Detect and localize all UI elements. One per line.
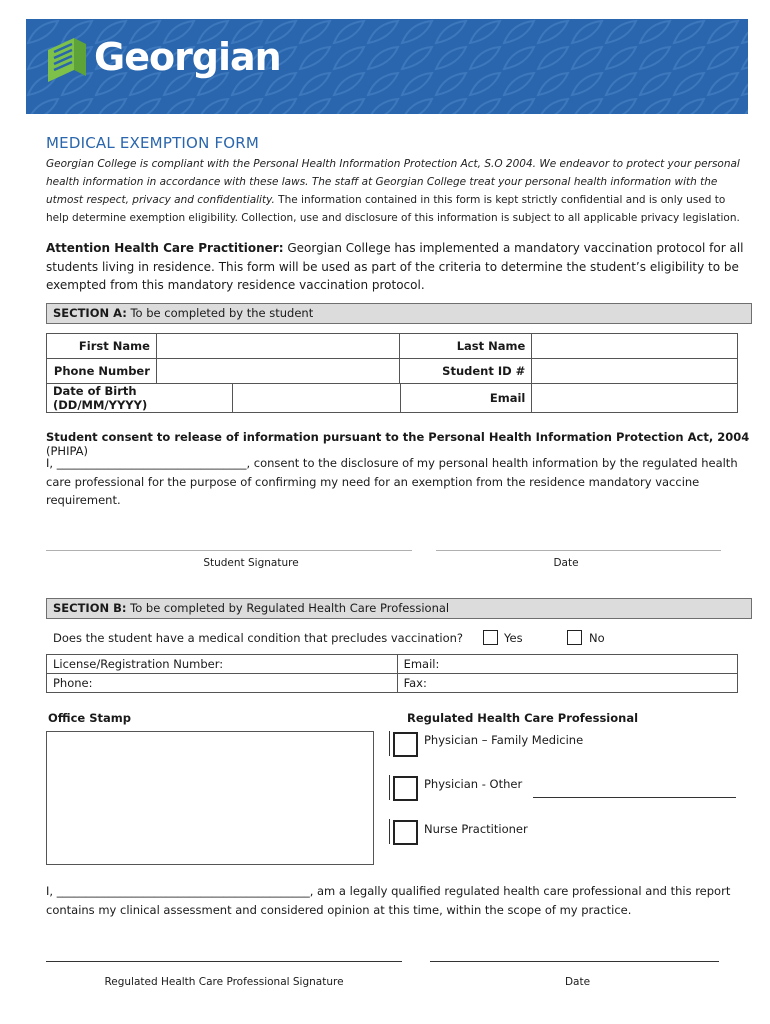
professional-email-field[interactable]: Email: xyxy=(397,655,737,674)
section-a-text: To be completed by the student xyxy=(126,306,314,320)
rhcp-date-line[interactable] xyxy=(430,961,719,962)
student-info-table xyxy=(46,333,738,384)
intro-paragraph xyxy=(46,155,746,227)
fax-field[interactable]: Fax: xyxy=(397,674,737,693)
physician-other-checkbox[interactable] xyxy=(393,776,418,801)
vaccination-question: Does the student have a medical condition that precludes vaccination? xyxy=(53,631,464,645)
attention-label: Attention Health Care Practitioner: xyxy=(46,241,284,255)
student-signature-caption: Student Signature xyxy=(203,557,299,569)
form-title: MEDICAL EXEMPTION FORM xyxy=(46,134,260,152)
professional-phone-field[interactable]: Phone: xyxy=(47,674,398,693)
last-name-field[interactable] xyxy=(532,334,738,359)
section-a-header xyxy=(46,303,752,324)
professional-info-table xyxy=(46,654,738,693)
intro-italic: Georgian College is compliant with the Personal Health Information Protection Act, S.O 2004. We endeavor to protect your personal health information in accordance with these laws. The staff at Georgian College treat your personal health information with the utmost respect, privacy and confidentiality. xyxy=(46,158,740,206)
email-field[interactable] xyxy=(532,384,738,413)
phone-number-label: Phone Number xyxy=(47,359,157,384)
section-b-label: SECTION B: xyxy=(53,601,127,615)
office-stamp-label: Office Stamp xyxy=(48,711,131,725)
georgian-logo-icon xyxy=(44,36,90,84)
rhcp-signature-line[interactable] xyxy=(46,961,402,962)
student-date-caption: Date xyxy=(553,557,579,569)
student-id-field[interactable] xyxy=(532,359,738,384)
physician-other-label: Physician - Other xyxy=(424,777,523,791)
student-signature-line[interactable] xyxy=(46,550,412,551)
rhcp-title: Regulated Health Care Professional xyxy=(407,711,639,725)
attestation-text: I, ____________________________________________, am a legally qualified regulated health care professional and this report contains my clinical assessment and considered opinion at this time, within the scope of my practice. xyxy=(46,884,731,917)
section-b-header xyxy=(46,598,752,619)
office-stamp-box[interactable] xyxy=(46,731,374,865)
student-info-table-row3 xyxy=(46,383,738,413)
first-name-field[interactable] xyxy=(156,334,400,359)
license-number-field[interactable]: License/Registration Number: xyxy=(47,655,398,674)
phone-number-field[interactable] xyxy=(156,359,400,384)
family-medicine-checkbox[interactable] xyxy=(393,732,418,757)
consent-heading-suffix: (PHIPA) xyxy=(46,444,89,458)
header-banner xyxy=(26,19,748,114)
student-date-line[interactable] xyxy=(436,550,721,551)
intro-plain: The information contained in this form is kept strictly confidential and is only used to help determine exemption eligibility. Collection, use and disclosure of this information is subject to all applicable privacy legislation. xyxy=(46,194,740,224)
nurse-practitioner-checkbox[interactable] xyxy=(393,820,418,845)
family-medicine-label: Physician – Family Medicine xyxy=(424,733,584,747)
last-name-label: Last Name xyxy=(400,334,532,359)
consent-heading-text: Student consent to release of information pursuant to the Personal Health Information Protection Act, 2004 xyxy=(46,430,750,444)
date-of-birth-label: Date of Birth (DD/MM/YYYY) xyxy=(47,384,233,413)
section-a-label: SECTION A: xyxy=(53,306,127,320)
rhcp-date-caption: Date xyxy=(564,976,591,988)
yes-checkbox[interactable] xyxy=(483,630,498,645)
physician-other-specify-line[interactable] xyxy=(533,797,736,798)
student-id-label: Student ID # xyxy=(400,359,532,384)
rhcp-signature-caption: Regulated Health Care Professional Signature xyxy=(104,976,344,988)
no-checkbox[interactable] xyxy=(567,630,582,645)
email-label: Email xyxy=(400,384,532,413)
date-of-birth-field[interactable] xyxy=(232,384,400,413)
first-name-label: First Name xyxy=(47,334,157,359)
yes-label: Yes xyxy=(504,631,523,645)
no-label: No xyxy=(589,631,605,645)
consent-text: I, _________________________________, consent to the disclosure of my personal health information by the regulated health care professional for the purpose of confirming my need for an exemption from the residence mandatory vaccine requirement. xyxy=(46,456,738,507)
section-b-text: To be completed by Regulated Health Care Professional xyxy=(126,601,450,615)
attention-text: Georgian College has implemented a mandatory vaccination protocol for all students living in residence. This form will be used as part of the criteria to determine the student’s eligibility to be exempted from this mandatory residence vaccination protocol. xyxy=(46,241,744,292)
attention-paragraph xyxy=(46,239,746,295)
nurse-practitioner-label: Nurse Practitioner xyxy=(424,822,528,836)
logo-text: Georgian xyxy=(94,35,281,79)
